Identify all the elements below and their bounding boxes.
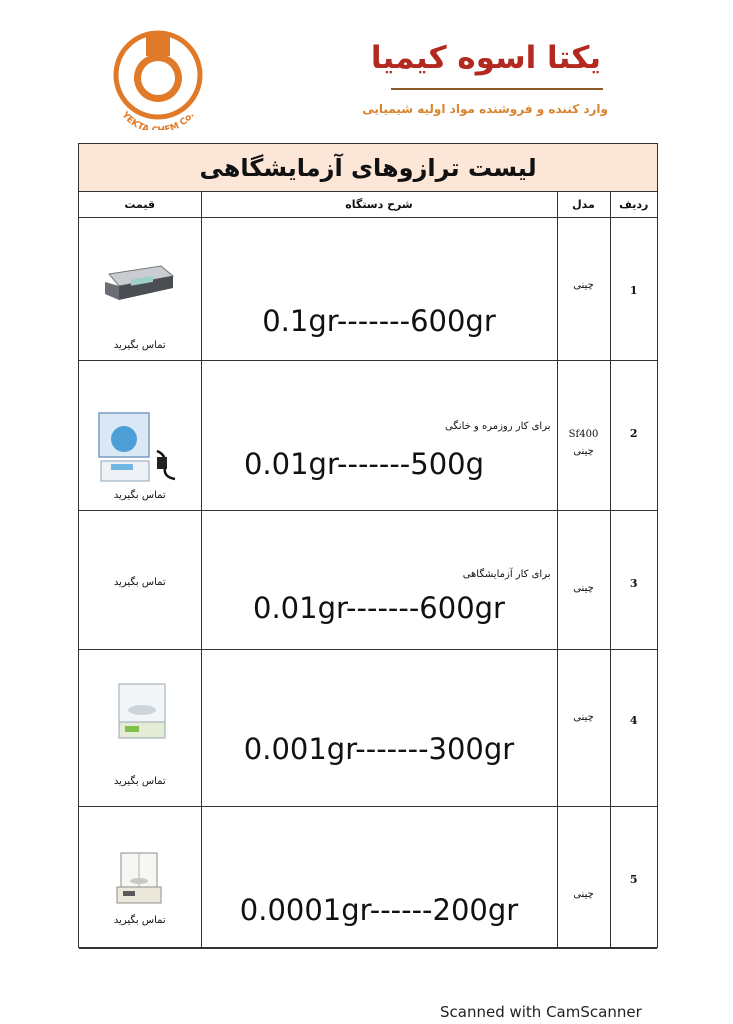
row-number-cell [610,650,657,807]
model-cell [557,361,610,511]
table-row [79,218,657,361]
price-value: تماس بگیرید [113,776,166,787]
price-sheet [78,143,658,948]
header-divider [391,88,603,90]
column-header-model: مدل [557,191,610,218]
description-cell [201,511,557,650]
price-cell [79,511,201,650]
model-cell [557,511,610,650]
price-cell [79,218,201,361]
model-cell [557,807,610,949]
table-row [79,361,657,511]
logo-text: YEKTA EM Co. [119,110,197,130]
row-number: 5 [629,873,638,886]
row-number: 2 [629,427,638,440]
price-cell [79,807,201,949]
weight-range: 0.01gr-------500g [243,447,485,481]
description-cell [201,361,557,511]
table-row [79,807,657,949]
column-header-price: قیمت [79,191,201,218]
row-number-cell [610,807,657,949]
price-cell [79,650,201,807]
model-cell [557,218,610,361]
price-value: تماس بگیرید [113,915,166,926]
table-header-row [79,191,657,218]
row-number-cell [610,511,657,650]
analytical-balance-image [115,851,165,911]
price-table [79,191,657,949]
kitchen-scale-image [101,254,177,308]
price-value: تماس بگیرید [113,340,166,351]
price-value: تماس بگیرید [113,490,166,501]
company-logo [103,30,213,130]
description-cell [201,218,557,361]
sheet-title: لیست ترازوهای آزمایشگاهی [79,144,657,192]
description-cell [201,650,557,807]
column-header-row: ردیف [610,191,657,218]
scanner-watermark: Scanned with CamScanner [440,1003,642,1021]
weight-range: 0.01gr-------600gr [253,591,505,625]
row-number: 3 [629,577,638,590]
model-name: چینی [573,446,594,457]
model-name: چینی [573,889,594,900]
row-number: 1 [629,284,638,297]
price-value: تماس بگیرید [113,577,166,588]
row-number-cell [610,361,657,511]
table-row [79,650,657,807]
weight-range: 0.0001gr------200gr [239,893,519,927]
model-cell [557,650,610,807]
model-name: چینی [573,583,594,594]
model-code: Sf400 [568,429,599,440]
svg-text:YEKTA CHEM Co. [119,110,197,130]
weight-range: 0.001gr-------300gr [243,732,515,766]
usage-note: برای کار روزمره و خانگی [444,421,551,432]
company-tagline: وارد کننده و فروشنده مواد اولیه شیمیایی [362,102,608,116]
model-name: چینی [573,712,594,723]
model-name: چینی [573,280,594,291]
milligram-balance-image [117,682,167,744]
company-name: یکتا اسوه کیمیا [370,40,601,76]
price-cell [79,361,201,511]
row-number-cell [610,218,657,361]
row-number: 4 [629,714,638,727]
description-cell [201,807,557,949]
weight-range: 0.1gr-------600gr [262,304,496,338]
column-header-description: شرح دستگاه [201,191,557,218]
usage-note: برای کار آزمایشگاهی [462,569,551,580]
table-row [79,511,657,650]
